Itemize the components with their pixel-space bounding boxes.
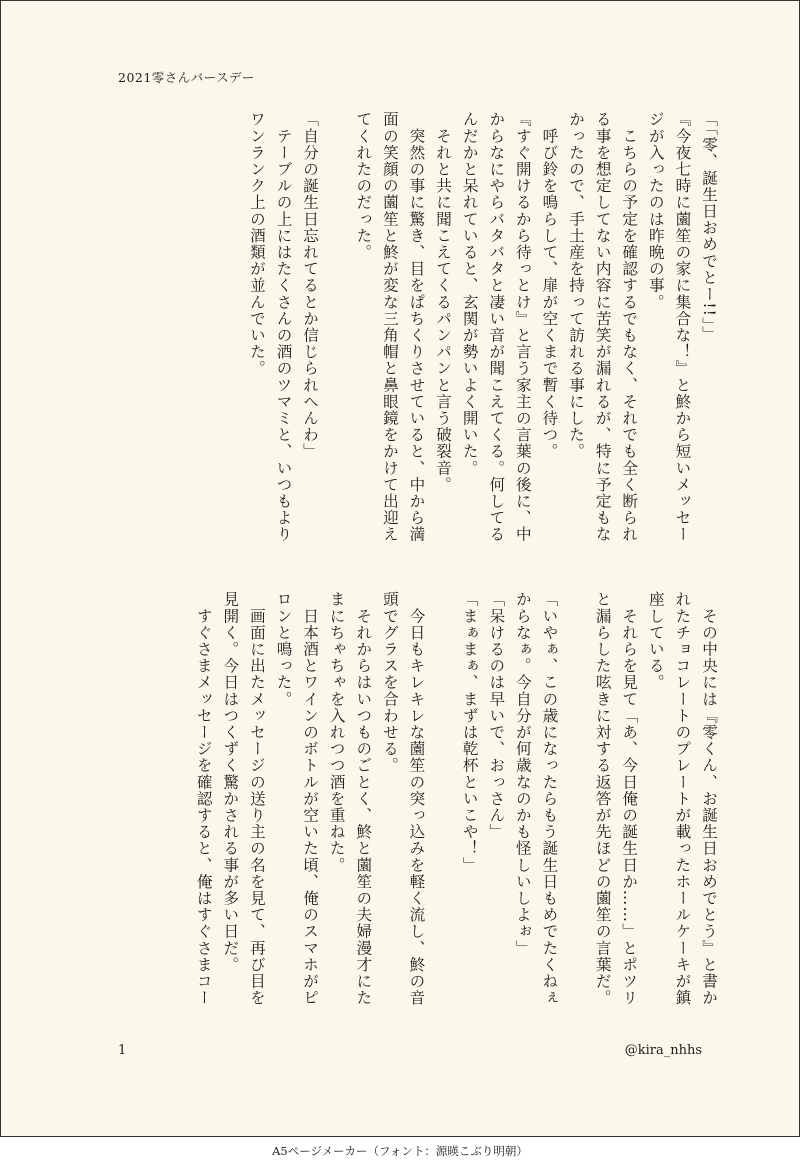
blank-line [429, 591, 456, 1011]
paragraph: こちらの予定を確認するでもなく、それでも全く断られる事を想定してない内容に苦笑が漏れるが、特に予定もなかったので、手土産を持って訪れる事にした。 [567, 111, 639, 543]
running-header: 2021零さんバースデー [118, 70, 255, 85]
paragraph: 「まぁまぁ、まずは乾杯といこや！」 [460, 591, 479, 874]
paragraph: 日本酒とワインのボトルが空いた頃、俺のスマホがピロンと鳴った。 [274, 591, 320, 1006]
text-column-bottom [190, 591, 722, 1011]
paragraph: 今日もキレキレな薗笙の突っ込みを軽く流し、鮗の音頭でグラスを合わせる。 [380, 591, 426, 1006]
paragraph: その中央には『零くん、お誕生日おめでとう』と書かれたチョコレートのプレートが載ったホールケーキが鎮座している。 [646, 591, 718, 1006]
blank-line [562, 591, 589, 1011]
blank-line [323, 111, 350, 551]
paragraph: それらを見て「あ、今日俺の誕生日か……」とポツリと漏らした呟きに対する返答が先ほどの薗笙の言葉だ。 [593, 591, 639, 1006]
paragraph: それと共に聞こえてくるパンパンと言う破裂音。 [434, 111, 453, 493]
paragraph: 「「零、誕生日おめでとー!!」」 [700, 111, 718, 343]
paragraph: 画面に出たメッセージの送り主の名を見て、再び目を見開く。今日はつくずく驚かされる事が多い日だ。 [221, 591, 266, 1006]
paragraph: 『すぐ開けるから待っとけ』と言う家主の言葉の後に、中からなにやらバタバタと凄い音が聞こえてくる。何してるんだかと呆れていると、玄関が勢いよく開いた。 [460, 111, 532, 543]
author-handle: @kira_nhhs [624, 1043, 702, 1058]
paragraph: 呼び鈴を鳴らして、扉が空くまで暫く待つ。 [540, 111, 559, 460]
paragraph: それからはいつものごとく、鮗と薗笙の夫婦漫才にたまにちゃちゃを入れつつ酒を重ねた。 [327, 591, 373, 1006]
footer-caption: A5ページメーカー（フォント：源暎こぶり明朝） [272, 1144, 528, 1158]
paragraph: 突然の事に驚き、目をぱちくりさせていると、中から満面の笑顔の薗笙と鮗が変な三角帽と鼻眼鏡をかけて出迎えてくれたのだった。 [354, 111, 426, 543]
paragraph: テーブルの上にはたくさんの酒のツマミと、いつもよりワンランク上の酒類が並んでいた。 [247, 111, 293, 543]
paragraph: 「自分の誕生日忘れてるとか信じられへんわ」 [301, 111, 320, 460]
page-number: 1 [118, 1043, 127, 1058]
paragraph: 「いやぁ、この歳になったらもう誕生日もめでたくねぇからなぁ。今自分が何歳なのかも怪しいしよぉ」 [513, 591, 559, 1006]
paragraph: 「呆けるのは早いで、おっさん」 [487, 591, 506, 840]
paragraph: すぐさまメッセージを確認すると、俺はすぐさまコー [194, 591, 213, 1006]
text-column-top [243, 111, 722, 551]
paragraph: 『今夜七時に薗笙の家に集合な！』と鮗から短いメッセージが入ったのは昨晩の事。 [646, 111, 692, 543]
